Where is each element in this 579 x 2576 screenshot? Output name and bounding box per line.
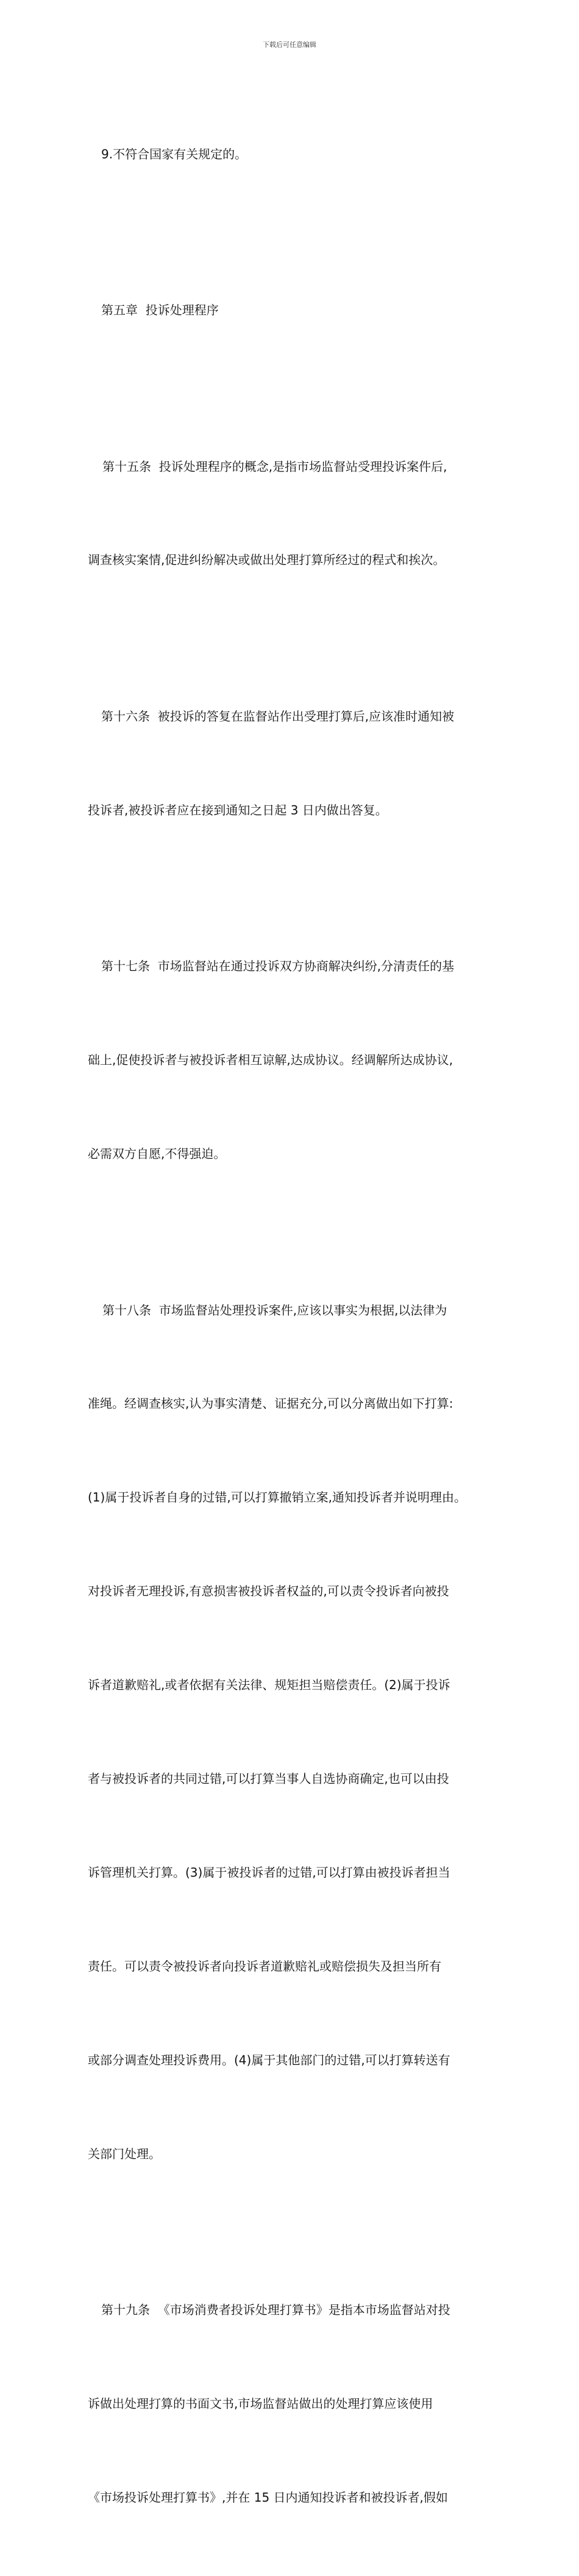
article-15	[88, 389, 501, 638]
article-16	[88, 638, 501, 888]
text-line: 投诉者,被投诉者应在接到通知之日起 3 日内做出答复。	[88, 802, 388, 817]
text-line: 准绳。经调查核实,认为事实清楚、证据充分,可以分离做出如下打算:	[88, 1396, 453, 1411]
text-line: 对投诉者无理投诉,有意损害被投诉者权益的,可以责令投诉者向被投	[88, 1584, 449, 1599]
text-line: 关部门处理。	[88, 2146, 161, 2161]
text-line: 第十五条 投诉处理程序的概念,是指市场监督站受理投诉案件后,	[102, 459, 447, 474]
chapter-heading	[101, 232, 501, 388]
text-line: 第十八条 市场监督站处理投诉案件,应该以事实为根据,以法律为	[102, 1302, 447, 1318]
text-line: 9.不符合国家有关规定的。	[101, 146, 247, 161]
article-18	[88, 1232, 501, 2232]
text-line: 诉者道歉赔礼,或者依据有关法律、规矩担当赔偿责任。(2)属于投诉	[88, 1678, 450, 1693]
document-body	[88, 76, 501, 2576]
paragraph-item-9	[101, 76, 501, 232]
text-line: 或部分调查处理投诉费用。(4)属于其他部门的过错,可以打算转送有	[88, 2052, 450, 2067]
text-line: 诉做出处理打算的书面文书,市场监督站做出的处理打算应该使用	[88, 2396, 433, 2411]
article-19	[88, 2232, 501, 2575]
text-line: (1)属于投诉者自身的过错,可以打算撤销立案,通知投诉者并说明理由。	[88, 1490, 467, 1505]
text-line: 第十七条 市场监督站在通过投诉双方协商解决纠纷,分清责任的基	[101, 959, 455, 974]
text-line: 第五章 投诉处理程序	[101, 303, 219, 318]
text-line: 诉管理机关打算。(3)属于被投诉者的过错,可以打算由被投诉者担当	[88, 1865, 450, 1880]
article-17	[88, 889, 501, 1232]
text-line: 础上,促使投诉者与被投诉者相互谅解,达成协议。经调解所达成协议,	[88, 1053, 453, 1068]
text-line: 责任。可以责令被投诉者向投诉者道歉赔礼或赔偿损失及担当所有	[88, 1958, 441, 1974]
text-line: 调查核实案情,促进纠纷解决或做出处理打算所经过的程式和挨次。	[88, 552, 446, 568]
text-line: 第十六条 被投诉的答复在监督站作出受理打算后,应该准时通知被	[101, 708, 455, 724]
text-line: 必需双方自愿,不得强迫。	[88, 1146, 226, 1162]
text-line: 者与被投诉者的共同过错,可以打算当事人自选协商确定,也可以由投	[88, 1771, 449, 1787]
page-header: 下载后可任意编辑	[263, 41, 316, 49]
text-line: 第十九条 《市场消费者投诉处理打算书》是指本市场监督站对投	[101, 2303, 450, 2318]
text-line: 《市场投诉处理打算书》,并在 15 日内通知投诉者和被投诉者,假如	[88, 2490, 448, 2505]
